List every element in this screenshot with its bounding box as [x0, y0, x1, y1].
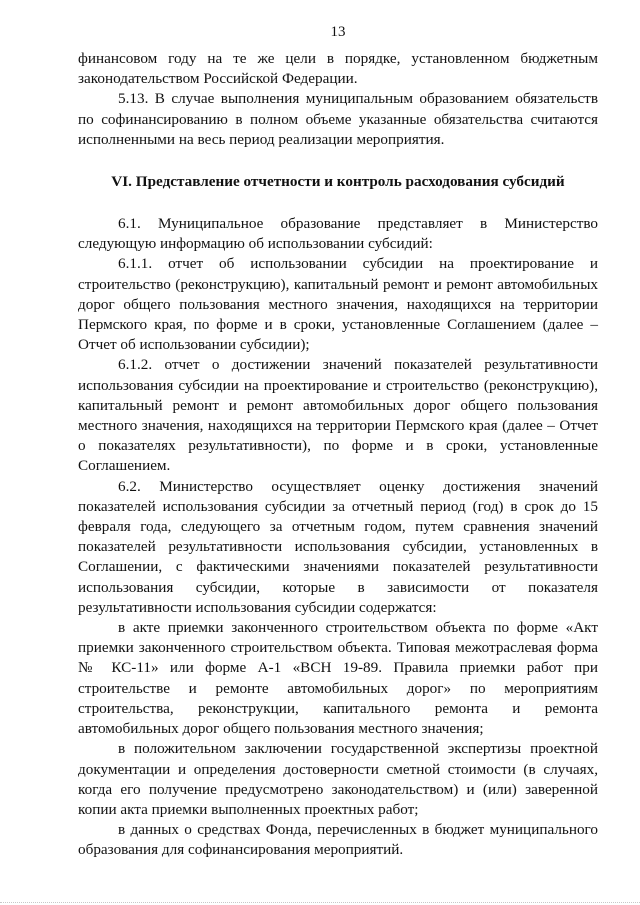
paragraph-6-1: 6.1. Муниципальное образование представляет в Министерство следующую информацию об использовании субсидий:	[78, 215, 598, 253]
document-page	[78, 22, 598, 861]
section-heading: VI. Представление отчетности и контроль расходования субсидий	[111, 173, 565, 191]
list-item-fund-data: в данных о средствах Фонда, перечисленных в бюджет муниципального образования для софинансирования мероприятий.	[78, 821, 598, 859]
list-item-expertise-conclusion: в положительном заключении государственной экспертизы проектной документации и определения достоверности сметной стоимости (в случаях, когда его получение предусмотрено законодательством) и (или) заверенной копии акта приемки выполненных проектных работ;	[78, 740, 598, 818]
paragraph-6-2: 6.2. Министерство осуществляет оценку достижения значений показателей использования субсидии за отчетный период (год) в срок до 15 февраля года, следующего за отчетным годом, путем сравнения значений показателей результативности использования субсидии, установленных в Соглашении, с фактическими значениями показателей результативности использования субсидии, которые в зависимости от показателя результативности использования субсидии содержатся:	[78, 477, 598, 616]
list-item-acceptance-act: в акте приемки законченного строительством объекта по форме «Акт приемки законченного строительством объекта. Типовая межотраслевая форма № КС-11» или форме А-1 «ВСН 19-89. Правила приемки работ при строительстве и ремонте автомобильных дорог» по мероприятиям строительства, реконструкции, капитального ремонта и ремонта автомобильных дорог общего пользования местного значения;	[78, 619, 598, 738]
page-number: 13	[330, 24, 346, 40]
scan-edge-line	[0, 899, 640, 903]
paragraph-continuation: финансовом году на те же цели в порядке, установленном бюджетным законодательством Российской Федерации.	[78, 50, 598, 88]
paragraph-6-1-2: 6.1.2. отчет о достижении значений показателей результативности использования субсидии на проектирование и строительство (реконструкцию), капитальный ремонт и ремонт автомобильных дорог общего пользования местного значения, находящихся на территории Пермского края (далее – Отчет о показателях результативности), по форме и в сроки, установленные Соглашением.	[78, 356, 598, 475]
paragraph-5-13: 5.13. В случае выполнения муниципальным образованием обязательств по софинансированию в полном объеме указанные обязательства считаются исполненными на весь период реализации мероприятия.	[78, 90, 598, 148]
paragraph-6-1-1: 6.1.1. отчет об использовании субсидии на проектирование и строительство (реконструкцию), капитальный ремонт и ремонт автомобильных дорог общего пользования местного значения, находящихся на территории Пермского края, по форме и в сроки, установленные Соглашением (далее – Отчет об использовании субсидии);	[78, 255, 598, 354]
